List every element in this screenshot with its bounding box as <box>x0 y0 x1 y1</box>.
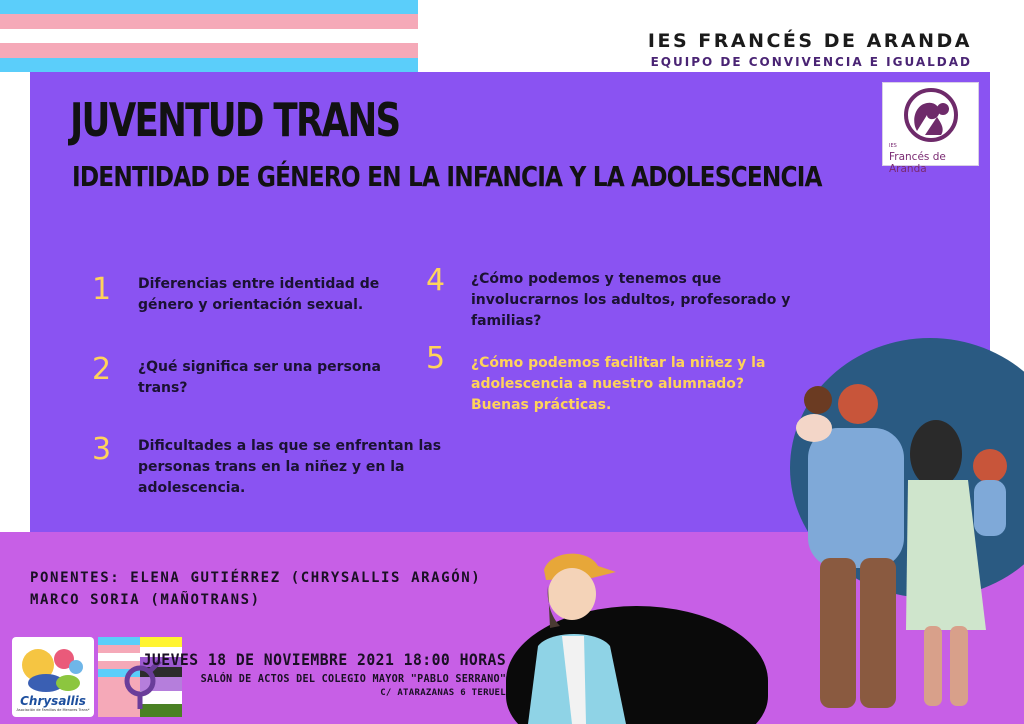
speakers-line: MARCO SORIA (MAÑOTRANS) <box>30 592 261 608</box>
topic-text <box>471 269 790 332</box>
family-illustration <box>780 370 1020 724</box>
man-shirt <box>808 428 904 568</box>
topic-line: personas trans en la niñez y en la <box>138 459 405 475</box>
pride-flags-logo <box>98 637 182 717</box>
topic-line: Dificultades a las que se enfrentan las <box>138 438 442 454</box>
team-name: EQUIPO DE CONVIVENCIA E IGUALDAD <box>650 55 972 69</box>
topic-number: 5 <box>426 341 446 376</box>
school-name: IES FRANCÉS DE ARANDA <box>647 30 972 52</box>
topic-number: 3 <box>92 432 112 467</box>
topic-line: ¿Cómo podemos y tenemos que <box>471 271 722 287</box>
topic-line: ¿Qué significa ser una persona <box>138 359 381 375</box>
chrysallis-sun-icon <box>12 637 94 695</box>
speakers <box>30 567 481 611</box>
child-body <box>796 414 832 442</box>
man-leg <box>860 558 896 708</box>
school-logo <box>882 82 979 175</box>
topic-number: 2 <box>92 352 112 387</box>
page-subtitle: IDENTIDAD DE GÉNERO EN LA INFANCIA Y LA ADOLESCENCIA <box>72 160 822 193</box>
topic-line: familias? <box>471 313 542 329</box>
topic-line: Diferencias entre identidad de <box>138 276 380 292</box>
speakers-line: PONENTES: ELENA GUTIÉRREZ (CHRYSALLIS ARAGÓN) <box>30 570 482 586</box>
toddler-body <box>974 480 1006 536</box>
child-head <box>804 386 832 414</box>
squirrel-icon <box>897 87 965 145</box>
teen-illustration <box>510 546 650 724</box>
topic-line: adolescencia a nuestro alumnado? <box>471 376 745 392</box>
topic-line: trans? <box>138 380 188 396</box>
toddler-head <box>973 449 1007 483</box>
teen-face <box>548 568 596 620</box>
topic-line: Buenas prácticas. <box>471 397 612 413</box>
topic-text <box>138 274 379 316</box>
event-place: SALÓN DE ACTOS DEL COLEGIO MAYOR "PABLO SERRANO" <box>200 672 506 685</box>
topic-number: 1 <box>92 272 112 307</box>
logo-caption: IES <box>889 143 897 149</box>
man-hair <box>838 384 878 424</box>
chrysallis-name: Chrysallis <box>20 694 86 708</box>
topic-text <box>471 353 765 416</box>
topic-line: involucrarnos los adultos, profesorado y <box>471 292 791 308</box>
event-date: JUEVES 18 DE NOVIEMBRE 2021 18:00 HORAS <box>142 650 506 669</box>
woman-leg <box>924 626 942 706</box>
page-title: JUVENTUD TRANS <box>70 93 400 147</box>
topic-line: adolescencia. <box>138 480 246 496</box>
woman-leg <box>950 626 968 706</box>
chrysallis-logo <box>12 637 94 717</box>
chrysallis-tagline: Asociación de Familias de Menores Trans* <box>16 708 90 712</box>
man-leg <box>820 558 856 708</box>
woman-hair <box>910 420 962 488</box>
topic-line: ¿Cómo podemos facilitar la niñez y la <box>471 355 766 371</box>
event-address: C/ ATARAZANAS 6 TERUEL <box>380 688 506 698</box>
topic-text <box>138 436 441 499</box>
logo-name: Francés de Aranda <box>889 151 946 175</box>
topic-line: género y orientación sexual. <box>138 297 364 313</box>
topic-number: 4 <box>426 263 446 298</box>
trans-flag <box>0 0 418 72</box>
topic-text <box>138 357 381 399</box>
